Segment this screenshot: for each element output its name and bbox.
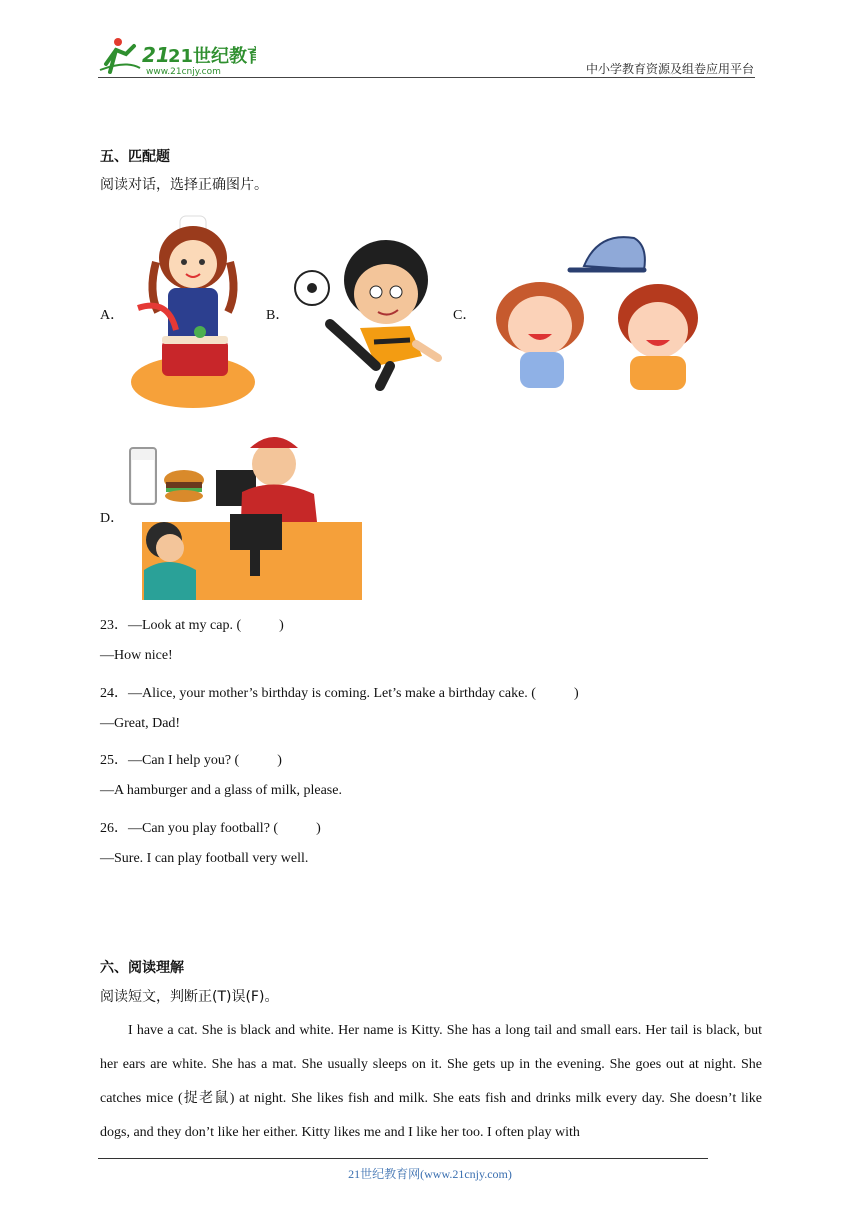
question-26 — [100, 817, 321, 837]
footer-text: 21世纪教育网(www.21cnjy.com) — [348, 1167, 512, 1181]
question-23-text: 23．—Look at my cap. ( — [100, 618, 242, 633]
children-with-cap-picture — [488, 230, 706, 396]
question-25-close: ) — [277, 753, 282, 768]
question-24-close: ) — [573, 686, 579, 701]
birthday-cake-picture — [128, 212, 258, 410]
svg-text:21: 21 — [142, 43, 170, 67]
section5-title: 五、匹配题 — [100, 149, 170, 165]
header-divider — [98, 77, 755, 78]
question-26-close: ) — [316, 821, 321, 836]
footer-divider — [98, 1158, 708, 1159]
question-23 — [100, 614, 284, 634]
option-b-label: B． — [266, 308, 290, 323]
answer-23: —How nice! — [100, 648, 173, 663]
answer-24: —Great, Dad! — [100, 716, 181, 731]
logo-text: 21世纪教育 — [168, 46, 256, 67]
answer-25: —A hamburger and a glass of milk, please. — [100, 783, 342, 798]
question-26-text: 26．—Can you play football? ( — [100, 821, 279, 836]
option-c-label: C． — [453, 308, 477, 323]
header-platform-text: 中小学教育资源及组卷应用平台 — [585, 62, 754, 76]
football-player-picture — [290, 232, 442, 392]
reading-passage: I have a cat. She is black and white. Her name is Kitty. She has a long tail and small ears. Her tail is black, but her ears are white. She has a mat. She usually sleeps on it. She gets up in the evening. She goes out at night. She catches mice (捉老鼠) at night. She likes fish and milk. She eats fish and drinks milk every day. She doesn’t like dogs, and they don’t like her either. Kitty likes me and I like her too. I often play with — [100, 1023, 762, 1140]
site-logo — [96, 34, 256, 76]
question-24 — [100, 682, 579, 702]
section6-instruction: 阅读短文，判断正(T)误(F)。 — [100, 989, 279, 1005]
question-25 — [100, 749, 282, 769]
option-a-label: A． — [100, 308, 125, 323]
logo-url: www.21cnjy.com — [146, 67, 221, 76]
question-25-text: 25．—Can I help you? ( — [100, 753, 240, 768]
section6-title: 六、阅读理解 — [100, 960, 184, 976]
option-d-label: D． — [100, 511, 125, 526]
section5-instruction: 阅读对话，选择正确图片。 — [100, 177, 268, 193]
fast-food-counter-picture — [124, 430, 362, 600]
runner-icon — [100, 38, 140, 72]
answer-26: —Sure. I can play football very well. — [100, 851, 309, 866]
question-24-text: 24．—Alice, your mother’s birthday is coming. Let’s make a birthday cake. ( — [100, 686, 536, 701]
question-23-close: ) — [279, 618, 284, 633]
